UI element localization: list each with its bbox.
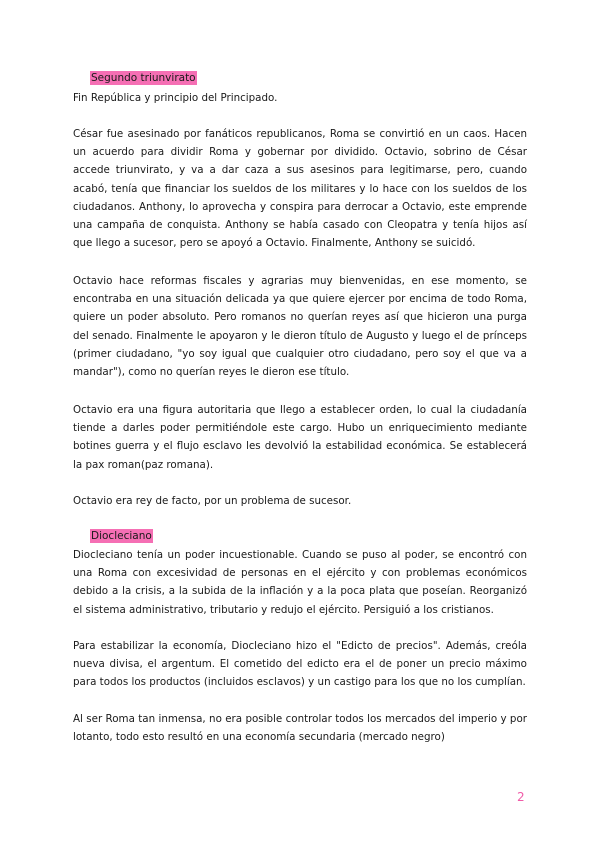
section-subtitle: Fin República y principio del Principado. bbox=[73, 92, 278, 104]
paragraph: Octavio era rey de facto, por un problema de sucesor. bbox=[73, 495, 352, 507]
paragraph: César fue asesinado por fanáticos republicanos, Roma se convirtió en un caos. Hacen un acuerdo para dividir Roma y gobernar por dividido. Octavio, sobrino de César accede triunvirato, y va a dar caza a sus asesinos para legitimarse, pero, cuando acabó, tenía que financiar los sueldos de los militares y lo hace con los sueldos de los ciudadanos. Anthony, lo aprovecha y conspira para derrocar a Octavio, este emprende una campaña de conquista. Anthony se había casado con Cleopatra y tenía hijos así que llego a sucesor, pero se apoyó a Octavio. Finalmente, Anthony se suicidó. bbox=[73, 128, 527, 250]
paragraph: Octavio era una figura autoritaria que llego a establecer orden, lo cual la ciudadanía tiende a darles poder permitiéndole este cargo. Hubo un enriquecimiento mediante botines guerra y el flujo esclavo les devolvió la estabilidad económica. Se establecerá la pax roman(paz romana). bbox=[73, 404, 527, 471]
paragraph: Diocleciano tenía un poder incuestionable. Cuando se puso al poder, se encontró con una Roma con excesividad de personas en el ejército y con problemas económicos debido a la crisis, a la subida de la inflación y a la poca plata que poseían. Reorganizó el sistema administrativo, tributario y redujo el ejército. Persiguió a los cristianos. bbox=[73, 549, 527, 616]
section-heading-diocleciano: Diocleciano bbox=[91, 530, 152, 542]
paragraph: Al ser Roma tan inmensa, no era posible controlar todos los mercados del imperio y por lotanto, todo esto resultó en una economía secundaria (mercado negro) bbox=[73, 713, 527, 744]
section-heading-segundo-triunvirato: Segundo triunvirato bbox=[91, 72, 196, 84]
paragraph: Octavio hace reformas fiscales y agrarias muy bienvenidas, en ese momento, se encontraba en una situación delicada ya que quiere ejercer por encima de todo Roma, quiere un poder absoluto. Pero romanos no querían reyes así que hicieron una purga del senado. Finalmente le apoyaron y le dieron título de Augusto y luego el de prínceps (primer ciudadano, "yo soy igual que cualquier otro ciudadano, pero soy el que va a mandar"), como no querían reyes le dieron ese título. bbox=[73, 275, 527, 379]
paragraph: Para estabilizar la economía, Diocleciano hizo el "Edicto de precios". Además, creóla nueva divisa, el argentum. El cometido del edicto era el de poner un precio máximo para todos los productos (incluidos esclavos) y un castigo para los que no los cumplían. bbox=[73, 640, 527, 689]
page-number: 2 bbox=[517, 790, 525, 804]
